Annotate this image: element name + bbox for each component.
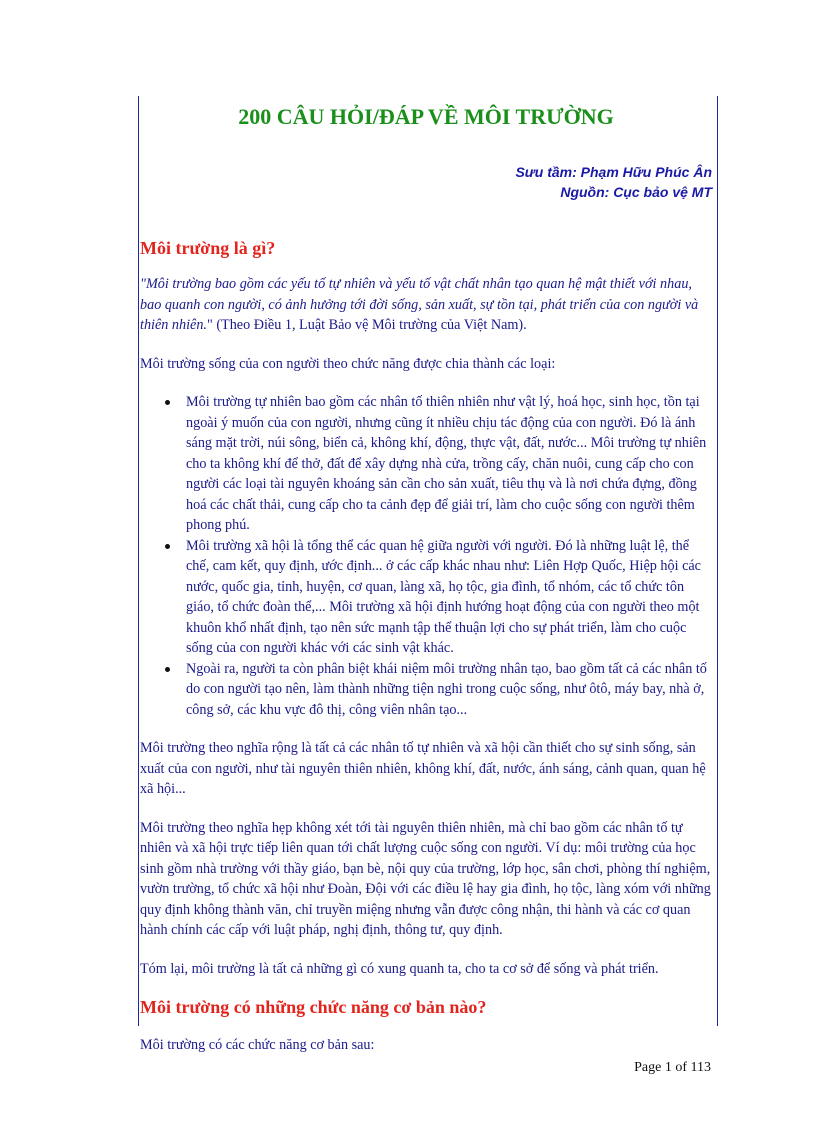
bullet-icon — [165, 400, 170, 405]
list-item-text: Môi trường tự nhiên bao gồm các nhân tố thiên nhiên như vật lý, hoá học, sinh học, tồn tại ngoài ý muốn của con người, nhưng cũng ít nhiều chịu tác động của con người. Đó là ánh sáng mặt trời, núi sông, biển cả, không khí, động, thực vật, đất, nước... Môi trường tự nhiên cho ta không khí để thở, đất để xây dựng nhà cửa, trồng cấy, chăn nuôi, cung cấp cho con người các loại tài nguyên khoáng sản cần cho sản xuất, tiêu thụ và là nơi chứa đựng, đồng hoá các chất thải, cung cấp cho ta cảnh đẹp để giải trí, làm cho cuộc sống con người thêm phong phú. — [186, 394, 707, 533]
collector-credit: Sưu tầm: Phạm Hữu Phúc Ân — [515, 164, 712, 180]
narrow-definition-paragraph: Môi trường theo nghĩa hẹp không xét tới tài nguyên thiên nhiên, mà chỉ bao gồm các nhân tố tự nhiên và xã hội trực tiếp liên quan tới chất lượng cuộc sống con người. Ví dụ: môi trường của học sinh gồm nhà trường với thầy giáo, bạn bè, nội quy của trường, lớp học, sân chơi, phòng thí nghiệm, vườn trường, tổ chức xã hội như Đoàn, Đội với các điều lệ hay gia đình, họ tộc, làng xóm với những quy định không thành văn, chỉ truyền miệng nhưng vẫn được công nhận, thi hành và các cơ quan hành chính các cấp với luật pháp, nghị định, thông tư, quy định. — [140, 819, 711, 938]
definition-paragraph — [140, 274, 712, 336]
environment-types-list — [140, 392, 712, 720]
bullet-icon — [165, 667, 170, 672]
broad-definition-paragraph: Môi trường theo nghĩa rộng là tất cả các nhân tố tự nhiên và xã hội cần thiết cho sự sinh sống, sản xuất của con người, như tài nguyên thiên nhiên, không khí, đất, nước, ánh sáng, cảnh quan, quan hệ xã hội... — [140, 740, 706, 797]
functions-intro: Môi trường có các chức năng cơ bản sau: — [140, 1037, 375, 1053]
section-heading-functions: Môi trường có những chức năng cơ bản nào? — [140, 997, 487, 1017]
document-title: 200 CÂU HỎI/ĐÁP VỀ MÔI TRƯỜNG — [238, 104, 614, 129]
summary-paragraph: Tóm lại, môi trường là tất cả những gì có xung quanh ta, cho ta cơ sở để sống và phát triển. — [140, 960, 659, 977]
list-item-text: Môi trường xã hội là tổng thể các quan hệ giữa người với người. Đó là những luật lệ, thể chế, cam kết, quy định, ước định... ở các cấp khác nhau như: Liên Hợp Quốc, Hiệp hội các nước, quốc gia, tỉnh, huyện, cơ quan, làng xã, họ tộc, gia đình, tổ nhóm, các tổ chức tôn giáo, tổ chức đoàn thể,... Môi trường xã hội định hướng hoạt động của con người theo một khuôn khổ nhất định, tạo nên sức mạnh tập thể thuận lợi cho sự phát triển, làm cho cuộc sống của con người khác với các sinh vật khác. — [186, 537, 701, 656]
list-item — [186, 536, 712, 659]
list-item — [186, 659, 712, 721]
bullet-icon — [165, 544, 170, 549]
classification-intro: Môi trường sống của con người theo chức năng được chia thành các loại: — [140, 355, 556, 372]
credits-block — [140, 162, 712, 202]
definition-quote: "Môi trường bao gồm các yếu tố tự nhiên và yếu tố vật chất nhân tạo quan hệ mật thiết với nhau, bao quanh con người, có ảnh hưởng tới đời sống, sản xuất, sự tồn tại, phát triển của con người và thiên nhiên. — [140, 276, 699, 333]
source-credit: Nguồn: Cục bảo vệ MT — [560, 184, 712, 200]
list-item-text: Ngoài ra, người ta còn phân biệt khái niệm môi trường nhân tạo, bao gồm tất cả các nhân tố do con người tạo nên, làm thành những tiện nghi trong cuộc sống, như ôtô, máy bay, nhà ở, công sở, các khu vực đô thị, công viên nhân tạo... — [186, 660, 707, 718]
definition-source: " (Theo Điều 1, Luật Bảo vệ Môi trường của Việt Nam). — [206, 317, 527, 333]
document-body — [140, 96, 712, 1056]
section-heading-what-is-environment: Môi trường là gì? — [140, 238, 276, 258]
page-number: Page 1 of 113 — [634, 1060, 711, 1075]
list-item — [186, 392, 712, 536]
